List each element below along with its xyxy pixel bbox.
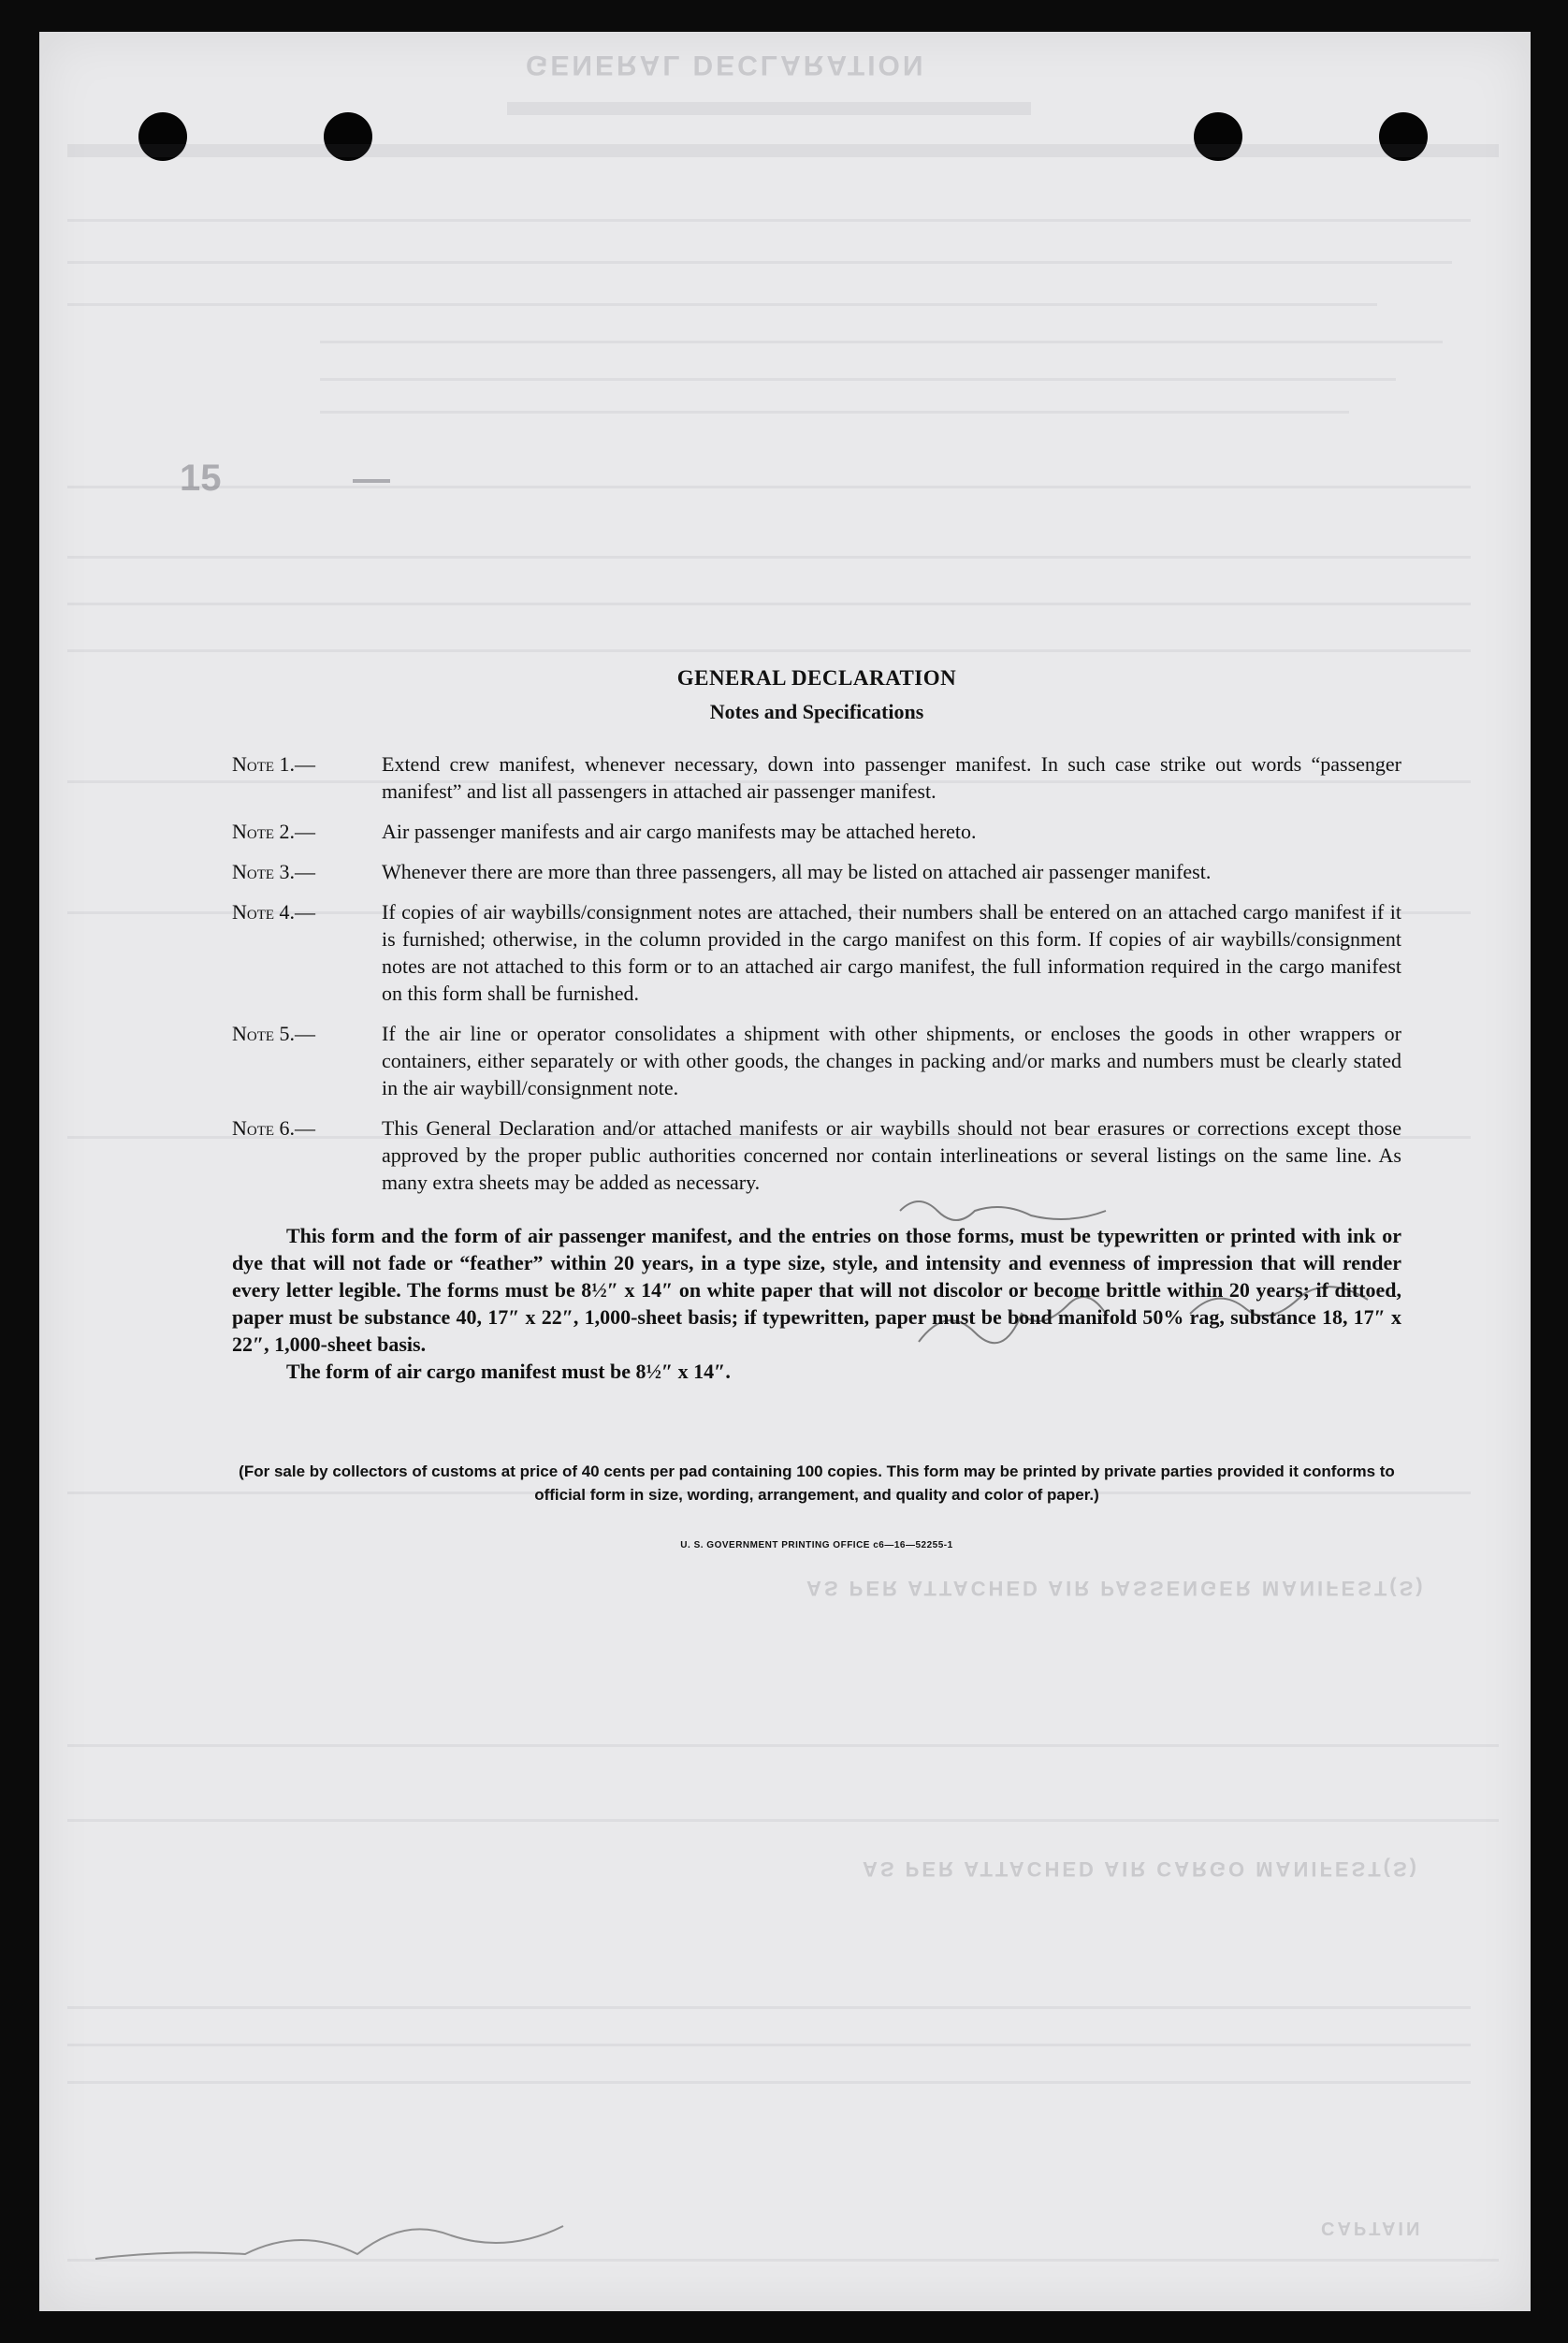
punch-hole <box>324 112 372 161</box>
cargo-manifest-size-paragraph: The form of air cargo manifest must be 8½″ x 14″. <box>286 1360 731 1383</box>
note-label: Note 4. <box>232 900 296 924</box>
note-label: Note 5. <box>232 1022 296 1045</box>
document-content <box>232 664 1401 1550</box>
note-text: This General Declaration and/or attached manifests or air waybills should not bear erasures or corrections except those approved by the proper public authorities concerned nor contain interlineations or several listings on the same line. As many extra sheets may be added as necessary. <box>382 1116 1401 1194</box>
note-1: Note 1.— Extend crew manifest, whenever necessary, down into passenger manifest. In such case strike out words “passenger manifest” and list all passengers in attached air passenger manifest. <box>232 752 1401 803</box>
note-label: Note 6. <box>232 1116 296 1140</box>
note-3: Note 3.— Whenever there are more than three passengers, all may be listed on attached air passenger manifest. <box>232 858 1401 885</box>
note-label: Note 3. <box>232 860 296 883</box>
page-number-dash <box>353 479 390 483</box>
note-4: Note 4.— If copies of air waybills/consignment notes are attached, their numbers shall be entered on an attached cargo manifest if it is furnished; otherwise, in the column provided in the cargo manifest on this form. If copies of air waybills/consignment notes are not attached to this form or to an attached air cargo manifest, the full information required in the cargo manifest on this form shall be furnished. <box>232 900 1401 1005</box>
page-number: 15 <box>180 458 222 499</box>
note-text: Whenever there are more than three passengers, all may be listed on attached air passenger manifest. <box>382 860 1212 883</box>
handwritten-signature <box>77 2184 675 2278</box>
note-text: Extend crew manifest, whenever necessary, down into passenger manifest. In such case strike out words “passenger manifest” and list all passengers in attached air passenger manifest. <box>382 752 1401 803</box>
bleed-through-cargo-stamp: AS PER ATTACHED AIR CARGO MANIFEST(S) <box>863 1857 1419 1881</box>
punch-hole <box>138 112 187 161</box>
note-label: Note 2. <box>232 820 296 843</box>
note-text: If the air line or operator consolidates a shipment with other shipments, or encloses the goods in other wrappers or containers, either separately or with other goods, the changes in packing and/or marks and numbers must be clearly stated in the air waybill/consignment note. <box>382 1022 1401 1099</box>
note-6: Note 6.— This General Declaration and/or attached manifests or air waybills should not bear erasures or corrections except those approved by the proper public authorities concerned nor contain interlineations or several listings on the same line. As many extra sheets may be added as necessary. <box>232 1116 1401 1194</box>
document-subtitle: Notes and Specifications <box>709 700 924 723</box>
form-specification-paragraph: This form and the form of air passenger manifest, and the entries on those forms, must be typewritten or printed with ink or dye that will not fade or “feather” within 20 years, in a type size, style, and intensity and evenness of impression that will render every letter legible. The forms must be 8½″ x 14″ on white paper that will not discolor or become brittle within 20 years; if dittoed, paper must be substance 40, 17″ x 22″, 1,000-sheet basis; if typewritten, paper must be bond manifold 50% rag, substance 18, 17″ x 22″, 1,000-sheet basis. <box>232 1224 1401 1356</box>
punch-hole <box>1379 112 1428 161</box>
document-title: GENERAL DECLARATION <box>676 666 957 690</box>
note-2: Note 2.— Air passenger manifests and air cargo manifests may be attached hereto. <box>232 818 1401 845</box>
bleed-through-captain: CAPTAIN <box>1321 2218 1423 2238</box>
sale-notice: (For sale by collectors of customs at price of 40 cents per pad containing 100 copies. This form may be printed by private parties provided it conforms to official form in size, wording, arrangement, and quality and color of paper.) <box>239 1463 1395 1504</box>
punch-hole <box>1194 112 1242 161</box>
note-5: Note 5.— If the air line or operator consolidates a shipment with other shipments, or encloses the goods in other wrappers or containers, either separately or with other goods, the changes in packing and/or marks and numbers must be clearly stated in the air waybill/consignment note. <box>232 1022 1401 1099</box>
printer-line: U. S. GOVERNMENT PRINTING OFFICE c6—16—52255-1 <box>680 1540 953 1550</box>
note-label: Note 1. <box>232 752 296 776</box>
note-text: If copies of air waybills/consignment notes are attached, their numbers shall be entered on an attached cargo manifest if it is furnished; otherwise, in the column provided in the cargo manifest on this form. If copies of air waybills/consignment notes are not attached to this form or to an attached air cargo manifest, the full information required in the cargo manifest on this form shall be furnished. <box>382 900 1401 1005</box>
document-sheet <box>39 32 1531 2311</box>
bleed-through-passenger-stamp: AS PER ATTACHED AIR PASSENGER MANIFEST(S) <box>806 1577 1426 1600</box>
bleed-through-header: GENERAL DECLARATION <box>526 50 926 80</box>
note-text: Air passenger manifests and air cargo manifests may be attached hereto. <box>382 820 977 843</box>
